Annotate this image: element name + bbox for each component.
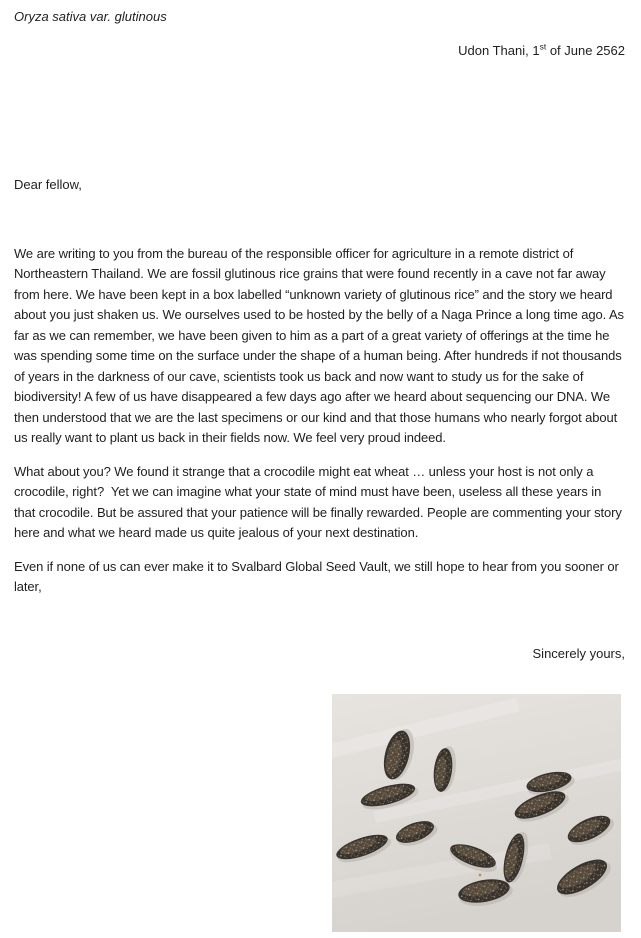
dateline-place-day: Udon Thani, 1 xyxy=(458,42,540,58)
paragraph-farewell: Even if none of us can ever make it to Svalbard Global Seed Vault, we still hope to hear from you sooner or later, xyxy=(14,558,623,594)
dateline xyxy=(14,41,625,62)
rice-grains-photo-svg xyxy=(332,694,621,932)
dateline-month-year: of June 2562 xyxy=(546,42,625,58)
rice-grains-photo xyxy=(332,694,621,932)
salutation: Dear fellow, xyxy=(14,177,82,192)
letter-body xyxy=(14,244,628,598)
closing-signoff: Sincerely yours, xyxy=(532,645,625,661)
dateline-ordinal-suffix: st xyxy=(539,41,547,52)
orange-speck xyxy=(479,874,482,877)
paragraph-about-recipient: What about you? We found it strange that a crocodile might eat wheat … unless your host is not only a crocodile, right? Yet we can imagine what your state of mind must have been, useless all these years in that crocodile. But be assured that your patience will be finally rewarded. People are commenting your story here and what we heard made us quite jealous of your next destination. xyxy=(14,463,626,540)
species-title: Oryza sativa var. glutinous xyxy=(14,9,167,24)
paragraph-origin-story: We are writing to you from the bureau of the responsible officer for agriculture in a remote district of Northeastern Thailand. We are fossil glutinous rice grains that were found recently in a cave not far away from here. We have been kept in a box labelled “unknown variety of glutinous rice” and the story we heard about you just shaken us. We ourselves used to be hosted by the belly of a Naga Prince a long time ago. As far as we can remember, we have been given to him as a part of a great variety of offerings at the time he was spending some time on the surface under the shape of a human being. After hundreds if not thousands of years in the darkness of our cave, scientists took us back and now want to study us for the sake of biodiversity! A few of us have disappeared a few days ago after we heard about sequencing our DNA. We then understood that we are the last specimens or our kind and that those humans who nearly forgot about us really want to plant us back in their fields now. We feel very proud indeed. xyxy=(14,245,628,445)
